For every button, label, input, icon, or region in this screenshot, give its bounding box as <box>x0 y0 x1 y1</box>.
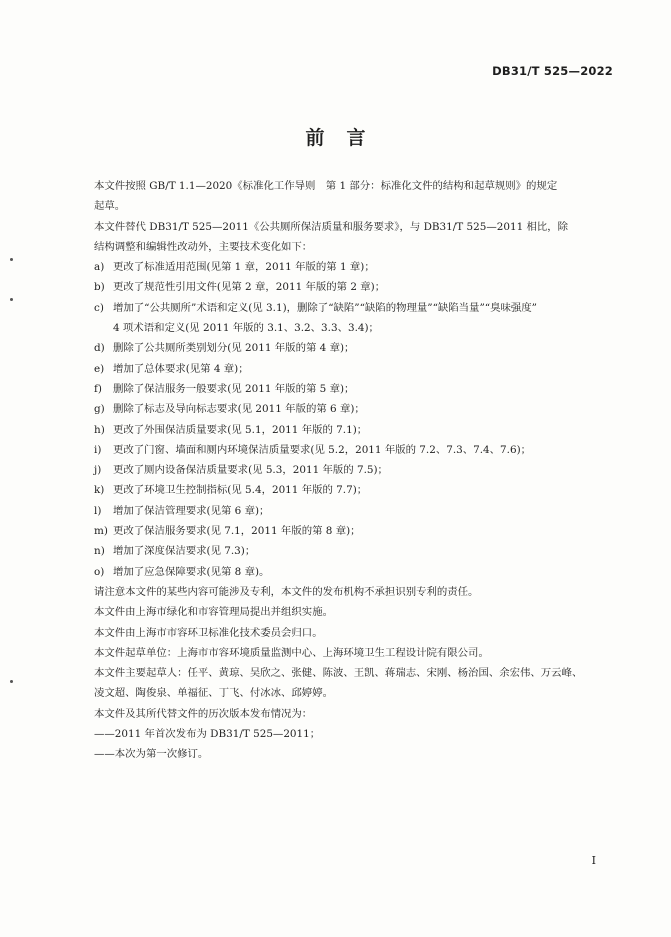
change-item <box>94 562 614 582</box>
paragraph-history: 本文件及其所代替文件的历次版本发布情况为： <box>94 707 313 720</box>
paragraph-proposed-by: 本文件由上海市绿化和市容管理局提出并组织实施。 <box>94 606 333 619</box>
item-label: a) <box>94 261 105 274</box>
page-number: I <box>591 854 596 867</box>
item-text: 更改了保洁服务要求(见 7.1，2011 年版的第 8 章)； <box>113 525 361 538</box>
change-item <box>94 541 614 561</box>
item-text: 更改了环境卫生控制指标(见 5.4，2011 年版的 7.7)； <box>113 484 368 497</box>
item-label: h) <box>94 423 105 436</box>
item-text: 删除了标志及导向标志要求(见 2011 年版的第 6 章)； <box>113 403 365 416</box>
change-item <box>94 440 614 460</box>
item-text: 增加了保洁管理要求(见第 6 章)； <box>113 504 270 517</box>
paragraph-drafting-basis-cont: 起草。 <box>94 200 126 213</box>
change-item <box>94 501 614 521</box>
paragraph-drafters-cont: 凌文超、陶俊泉、单福征、丁飞、付冰冰、邱婷婷。 <box>94 687 333 700</box>
item-label: d) <box>94 342 105 355</box>
change-item <box>94 460 614 480</box>
paragraph-replacement: 本文件替代 DB31/T 525—2011《公共厕所保洁质量和服务要求》，与 DB31/T 525—2011 相比，除 <box>94 220 569 233</box>
foreword-body <box>94 176 614 765</box>
paragraph-drafting-units: 本文件起草单位：上海市市容环境质量监测中心、上海环境卫生工程设计院有限公司。 <box>94 646 489 659</box>
item-text: 增加了“公共厕所”术语和定义(见 3.1)，删除了“缺陷”“缺陷的物理量”“缺陷当量”“臭味强度” <box>113 301 537 314</box>
item-text: 更改了外围保洁质量要求(见 5.1，2011 年版的 7.1)； <box>113 423 368 436</box>
item-text: 删除了公共厕所类别划分(见 2011 年版的第 4 章)； <box>113 342 355 355</box>
item-text: 删除了保洁服务一般要求(见 2011 年版的第 5 章)； <box>113 382 355 395</box>
change-item <box>94 480 614 500</box>
paragraph-drafters: 本文件主要起草人：任平、黄琼、吴欣之、张健、陈波、王凯、蒋瑞志、宋刚、杨治国、余宏伟、万云峰、 <box>94 667 583 680</box>
item-label: b) <box>94 281 105 294</box>
page-title: 前言 <box>305 127 388 149</box>
history-entry: ——2011 年首次发布为 DB31/T 525—2011； <box>94 728 321 741</box>
scan-mark <box>10 298 13 301</box>
item-label: g) <box>94 403 105 416</box>
item-text: 更改了门窗、墙面和厕内环境保洁质量要求(见 5.2，2011 年版的 7.2、7.3、7.4、7.6)； <box>113 443 532 456</box>
scan-mark <box>10 680 13 683</box>
paragraph-drafting-basis: 本文件按照 GB/T 1.1—2020《标准化工作导则 第 1 部分：标准化文件的结构和起草规则》的规定 <box>94 180 558 192</box>
item-label: l) <box>94 504 102 517</box>
item-text-cont: 4 项术语和定义(见 2011 年版的 3.1、3.2、3.3、3.4)； <box>113 322 379 335</box>
item-text: 增加了应急保障要求(见第 8 章)。 <box>113 565 270 578</box>
item-label: c) <box>94 301 104 314</box>
change-item <box>94 277 614 297</box>
item-text: 更改了厕内设备保洁质量要求(见 5.3，2011 年版的 7.5)； <box>113 464 388 477</box>
change-item <box>94 521 614 541</box>
item-text: 更改了标准适用范围(见第 1 章，2011 年版的第 1 章)； <box>113 261 375 274</box>
item-label: k) <box>94 484 105 497</box>
item-label: m) <box>94 525 108 538</box>
item-label: n) <box>94 545 105 558</box>
change-item <box>94 399 614 419</box>
item-label: j) <box>94 464 102 477</box>
item-label: e) <box>94 362 105 375</box>
paragraph-replacement-cont: 结构调整和编辑性改动外，主要技术变化如下： <box>94 240 313 253</box>
item-text: 更改了规范性引用文件(见第 2 章，2011 年版的第 2 章)； <box>113 281 386 294</box>
change-item <box>94 338 614 358</box>
history-entry: ——本次为第一次修订。 <box>94 748 209 761</box>
change-item <box>94 257 614 277</box>
change-item <box>94 420 614 440</box>
document-code: DB31/T 525—2022 <box>492 64 613 78</box>
item-text: 增加了深度保洁要求(见 7.3)； <box>113 545 256 558</box>
item-label: f) <box>94 382 102 395</box>
paragraph-patent-notice: 请注意本文件的某些内容可能涉及专利，本文件的发布机构不承担识别专利的责任。 <box>94 585 479 598</box>
item-label: i) <box>94 443 102 456</box>
paragraph-centralized-by: 本文件由上海市市容环卫标准化技术委员会归口。 <box>94 626 323 639</box>
item-label: o) <box>94 565 105 578</box>
change-item <box>94 298 614 318</box>
change-item <box>94 379 614 399</box>
change-item <box>94 359 614 379</box>
item-text: 增加了总体要求(见第 4 章)； <box>113 362 249 375</box>
scan-mark <box>10 258 13 261</box>
